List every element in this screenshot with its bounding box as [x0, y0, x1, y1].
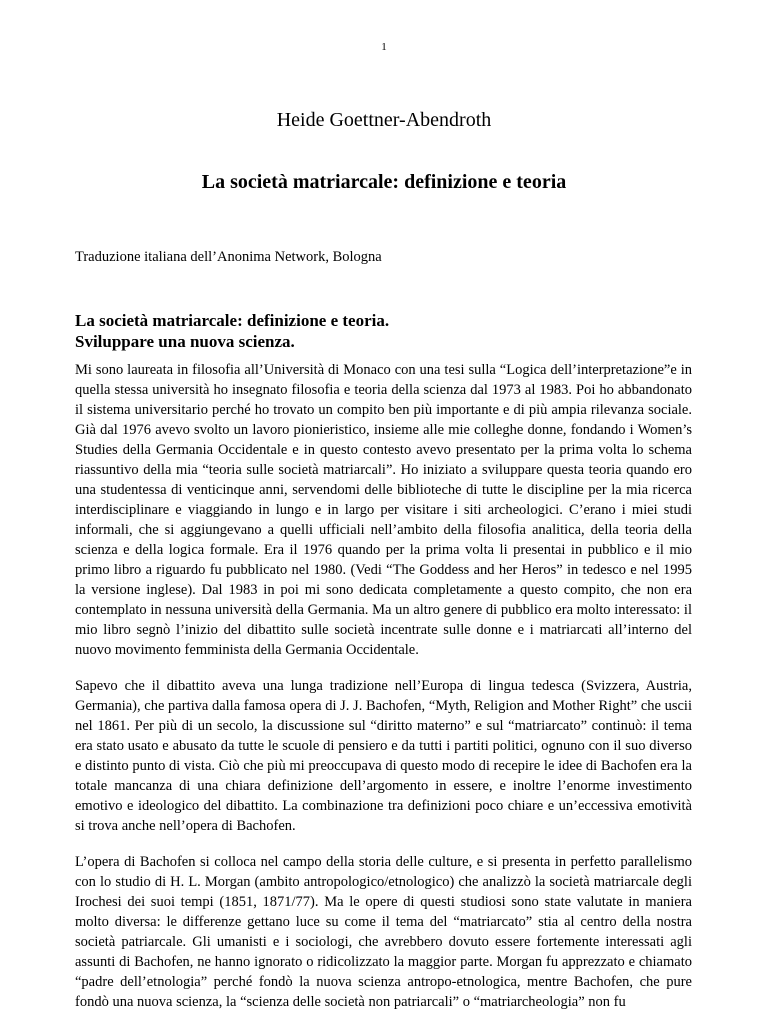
section-heading-line-2: Sviluppare una nuova scienza. — [75, 332, 295, 351]
paragraph-1: Mi sono laureata in filosofia all’Università di Monaco con una tesi sulla “Logica dell’interpretazione”e in quella stessa università ho insegnato filosofia e teoria della scienza dal 1973 al 1983. Poi ho abbandonato il sistema universitario perché ho trovato un compito ben più importante e di più ampia rilevanza sociale. Già dal 1976 avevo svolto un lavoro pionieristico, insieme alle mie colleghe donne, fondando i Women’s Studies della Germania Occidentale e in questo contesto avevo presentato per la prima volta lo schema riassuntivo della mia “teoria sulle società matriarcali”. Ho iniziato a sviluppare questa teoria quando ero una studentessa di venticinque anni, servendomi delle biblioteche di tutte le discipline per la mia ricerca interdisciplinare e viaggiando in lungo e in largo per visitare i siti archeologici. C’erano i miei studi informali, che si aggiungevano a quelli ufficiali nell’ambito della filosofia analitica, della teoria della scienza e della logica formale. Era il 1976 quando per la prima volta li presentai in pubblico e il mio primo libro a riguardo fu pubblicato nel 1980. (Vedi “The Goddess and her Heros” in tedesco e nel 1995 la versione inglese). Dal 1983 in poi mi sono dedicata completamente a questo compito, che non era contemplato in nessuna università della Germania. Ma un altro genere di pubblico era molto interessato: il mio libro segnò l’inizio del dibattito sulle società incentrate sulle donne e i matriarcati all’interno del nuovo movimento femminista della Germania Occidentale. — [75, 362, 692, 658]
section-heading — [75, 310, 389, 352]
body-text — [75, 360, 692, 1028]
section-heading-line-1: La società matriarcale: definizione e teoria. — [75, 311, 390, 330]
page-number: 1 — [381, 41, 387, 53]
paragraph-2: Sapevo che il dibattito aveva una lunga tradizione nell’Europa di lingua tedesca (Svizzera, Austria, Germania), che partiva dalla famosa opera di J. J. Bachofen, “Myth, Religion and Mother Right” che uscii nel 1861. Per più di un secolo, la discussione sul “diritto materno” e sul “matriarcato” continuò: il tema era stato usato e abusato da tutte le scuole di pensiero e da tutti i partiti politici, ognuno con il suo diverso e distinto punto di vista. Ciò che più mi preoccupava di questo modo di recepire le idee di Bachofen era la totale mancanza di una chiara definizione dell’argomento in essere, e inoltre l’enorme investimento emotivo e ideologico del dibattito. La combinazione tra definizioni poco chiare e un’eccessiva emotività si trova anche nell’opera di Bachofen. — [75, 678, 692, 834]
translation-note: Traduzione italiana dell’Anonima Network, Bologna — [75, 249, 382, 265]
author-name: Heide Goettner-Abendroth — [276, 109, 492, 131]
document-title: La società matriarcale: definizione e teoria — [201, 171, 567, 193]
paragraph-3: L’opera di Bachofen si colloca nel campo della storia delle culture, e si presenta in perfetto parallelismo con lo studio di H. L. Morgan (ambito antropologico/etnologico) che analizzò la società matriarcale degli Irochesi dei suoi tempi (1851, 1871/77). Ma le opere di questi studiosi sono state valutate in maniera molto diversa: le differenze gettano luce su come il tema del “matriarcato” stia al centro della nostra società patriarcale. Gli umanisti e i sociologi, che avrebbero dovuto essere fortemente interessati agli assunti di Bachofen, ne hanno ignorato o ridicolizzato la maggior parte. Morgan fu apprezzato e chiamato “padre dell’etnologia” perché fondò la nuova scienza antropo-etnologica, mentre Bachofen, che pure fondò una nuova scienza, la “scienza delle società non patriarcali” o “matriarcheologia” non fu — [75, 854, 692, 1010]
